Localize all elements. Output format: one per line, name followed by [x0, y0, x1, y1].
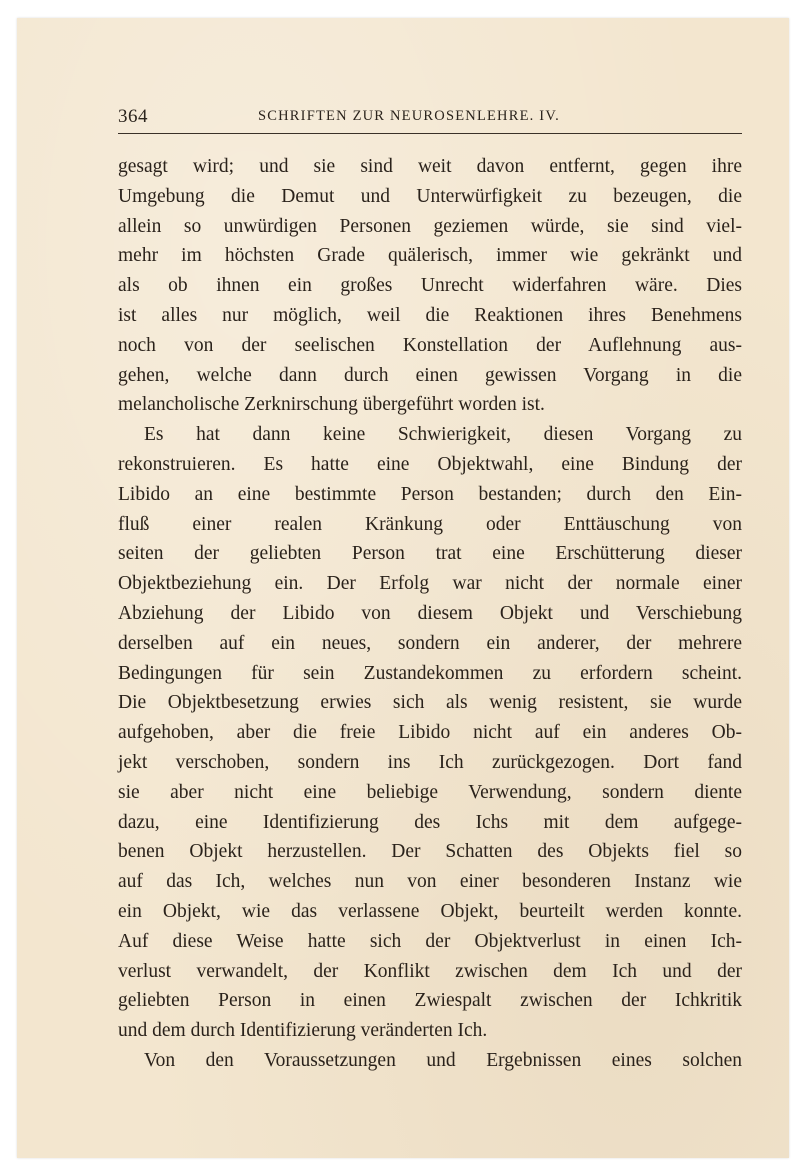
paragraph-start-line: Von den Voraussetzungen und Ergebnissen eines solchen — [144, 1049, 742, 1071]
text-line: jekt verschoben, sondern ins Ich zurückgezogen. Dort fand — [118, 751, 742, 773]
text-line: Die Objektbesetzung erwies sich als wenig resistent, sie wurde — [118, 692, 742, 714]
text-line: Auf diese Weise hatte sich der Objektverlust in einen Ich- — [118, 930, 742, 952]
text-line: benen Objekt herzustellen. Der Schatten des Objekts fiel so — [118, 841, 742, 863]
text-line: ein Objekt, wie das verlassene Objekt, beurteilt werden konnte. — [118, 900, 742, 922]
running-title: SCHRIFTEN ZUR NEUROSENLEHRE. IV. — [258, 108, 560, 124]
paragraph-end-line: melancholische Zerknirschung übergeführt worden ist. — [118, 394, 545, 416]
text-line: auf das Ich, welches nun von einer besonderen Instanz wie — [118, 871, 742, 893]
text-line: Objektbeziehung ein. Der Erfolg war nicht der normale einer — [118, 573, 742, 595]
page-number: 364 — [118, 106, 148, 127]
text-line: mehr im höchsten Grade quälerisch, immer wie gekränkt und — [118, 245, 742, 267]
text-line: ist alles nur möglich, weil die Reaktionen ihres Benehmens — [118, 304, 742, 326]
text-line: verlust verwandelt, der Konflikt zwischen dem Ich und der — [118, 960, 742, 982]
text-line: geliebten Person in einen Zwiespalt zwischen der Ichkritik — [118, 990, 742, 1012]
text-line: sie aber nicht eine beliebige Verwendung, sondern diente — [118, 781, 742, 803]
header-rule — [118, 133, 742, 134]
text-line: Umgebung die Demut und Unterwürfigkeit zu bezeugen, die — [118, 185, 742, 207]
text-line: allein so unwürdigen Personen geziemen würde, sie sind viel- — [118, 215, 742, 237]
paragraph-end-line: und dem durch Identifizierung veränderten Ich. — [118, 1020, 488, 1042]
text-line: fluß einer realen Kränkung oder Enttäuschung von — [118, 513, 742, 535]
text-line: Abziehung der Libido von diesem Objekt und Verschiebung — [118, 602, 742, 624]
text-line: aufgehoben, aber die freie Libido nicht auf ein anderes Ob- — [118, 722, 742, 744]
text-line: seiten der geliebten Person trat eine Erschütterung dieser — [118, 543, 742, 565]
running-header — [118, 106, 742, 132]
text-line: als ob ihnen ein großes Unrecht widerfahren wäre. Dies — [118, 275, 742, 297]
text-line: rekonstruieren. Es hatte eine Objektwahl, eine Bindung der — [118, 453, 742, 475]
paragraph-start-line: Es hat dann keine Schwierigkeit, diesen Vorgang zu — [144, 424, 742, 446]
text-line: gehen, welche dann durch einen gewissen Vorgang in die — [118, 364, 742, 386]
text-line: gesagt wird; und sie sind weit davon entfernt, gegen ihre — [118, 156, 742, 177]
text-line: dazu, eine Identifizierung des Ichs mit dem aufgege- — [118, 811, 742, 833]
text-line: derselben auf ein neues, sondern ein anderer, der mehrere — [118, 632, 742, 654]
text-line: noch von der seelischen Konstellation der Auflehnung aus- — [118, 334, 742, 356]
body-text — [118, 152, 742, 1076]
text-line: Bedingungen für sein Zustandekommen zu erfordern scheint. — [118, 662, 742, 684]
text-line: Libido an eine bestimmte Person bestanden; durch den Ein- — [118, 483, 742, 505]
